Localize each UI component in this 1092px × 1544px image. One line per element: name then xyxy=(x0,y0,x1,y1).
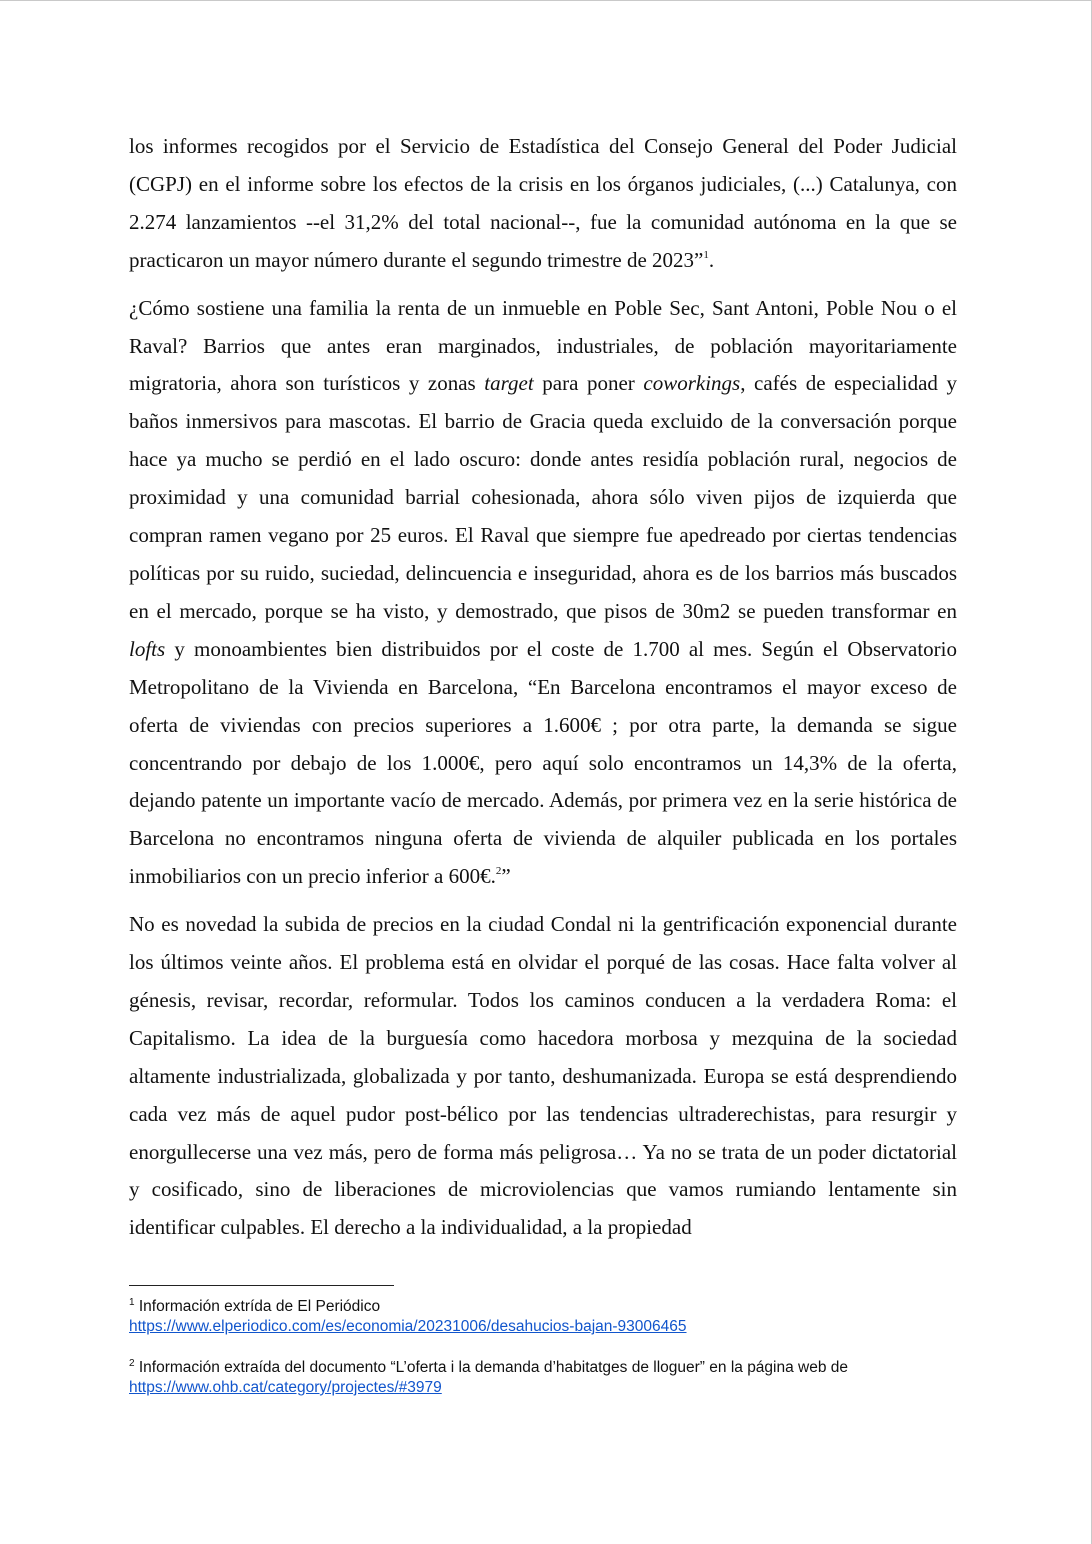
text-run: los informes recogidos por el Servicio de Estadística del Consejo General del Poder Judicial (CGPJ) en el informe sobre los efectos de la crisis en los órganos judiciales, (...) Catalunya, con 2.274 lanzamientos --el 31,2% del total nacional--, fue la comunidad autónoma en la que se practicaron un mayor número durante el segundo trimestre de 2023” xyxy=(129,134,957,272)
footnote-reference: 1 xyxy=(703,248,709,261)
footnotes xyxy=(129,1297,957,1419)
footnote-reference: 2 xyxy=(495,865,502,878)
text-run: ” xyxy=(501,864,511,889)
footnote-separator xyxy=(129,1285,394,1286)
paragraph-3 xyxy=(129,906,957,1247)
footnote-1-text: Información extrída de El Periódico xyxy=(134,1298,381,1315)
text-run: , cafés de especialidad y baños inmersivos para mascotas. El barrio de Gracia queda excluido de la conversación porque hace ya mucho se perdió en el lado oscuro: donde antes residía población rural, negocios de proximidad y una comunidad barrial cohesionada, ahora sólo viven pijos de izquierda que compran ramen vegano por 25 euros. El Raval que siempre fue apedreado por ciertas tendencias políticas por su ruido, suciedad, delincuencia e inseguridad, ahora es de los barrios más buscados en el mercado, porque se ha visto, y demostrado, que pisos de 30m2 se pueden transformar en xyxy=(129,371,957,623)
text-run: ¿Cómo sostiene una familia la renta de un inmueble en Poble Sec, Sant Antoni, Poble Nou o el Raval? Barrios que antes eran marginados, industriales, de población mayoritariamente migratoria, ahora son turísticos y zonas xyxy=(129,295,957,396)
text-run: y monoambientes bien distribuidos por el coste de 1.700 al mes. Según el Observatorio Metropolitano de la Vivienda en Barcelona, “En Barcelona encontramos el mayor exceso de oferta de viviendas con precios superiores a 1.600€ ; por otra parte, la demanda se sigue concentrando por debajo de los 1.000€, pero aquí solo encontramos un 14,3% de la oferta, dejando patente un importante vacío de mercado. Además, por primera vez en la serie histórica de Barcelona no encontramos ninguna oferta de vivienda de alquiler publicada en los portales inmobiliarios con un precio inferior a 600€. xyxy=(129,636,957,889)
footnote-2 xyxy=(129,1358,957,1398)
italic-term: lofts xyxy=(129,636,166,661)
document-body xyxy=(129,128,957,1257)
page-edge-top xyxy=(0,0,1092,1)
footnote-1-number: 1 xyxy=(129,1297,135,1308)
footnote-2-number: 2 xyxy=(129,1358,135,1369)
text-run: No es novedad la subida de precios en la ciudad Condal ni la gentrificación exponencial durante los últimos veinte años. El problema está en olvidar el porqué de las cosas. Hace falta volver al génesis, revisar, recordar, reformular. Todos los caminos conducen a la verdadera Roma: el Capitalismo. La idea de la burguesía como hacedora morbosa y mezquina de la sociedad altamente industrializada, globalizada y por tanto, deshumanizada. Europa se está desprendiendo cada vez más de aquel pudor post-bélico por las tendencias ultraderechistas, para resurgir y enorgullecerse una vez más, pero de forma más peligrosa… Ya no se trata de un poder dictatorial y cosificado, sino de liberaciones de microviolencias que vamos rumiando lentamente sin identificar culpables. El derecho a la individualidad, a la propiedad xyxy=(129,912,957,1240)
footnote-2-text: Información extraída del documento “L’oferta i la demanda d’habitatges de lloguer” en la página web de xyxy=(134,1359,849,1376)
footnote-2-text-line xyxy=(129,1358,957,1378)
text-run: para poner xyxy=(533,371,644,396)
paragraph-2 xyxy=(129,290,957,897)
paragraph-1 xyxy=(129,128,957,280)
footnote-2-link[interactable]: https://www.ohb.cat/category/projectes/#3979 xyxy=(129,1379,442,1396)
italic-term: coworkings xyxy=(643,371,741,396)
footnote-1-link[interactable]: https://www.elperiodico.com/es/economia/20231006/desahucios-bajan-93006465 xyxy=(129,1318,687,1335)
footnote-1-text-line xyxy=(129,1297,957,1317)
text-run: . xyxy=(708,247,715,272)
italic-term: target xyxy=(484,371,534,396)
footnote-1 xyxy=(129,1297,957,1337)
